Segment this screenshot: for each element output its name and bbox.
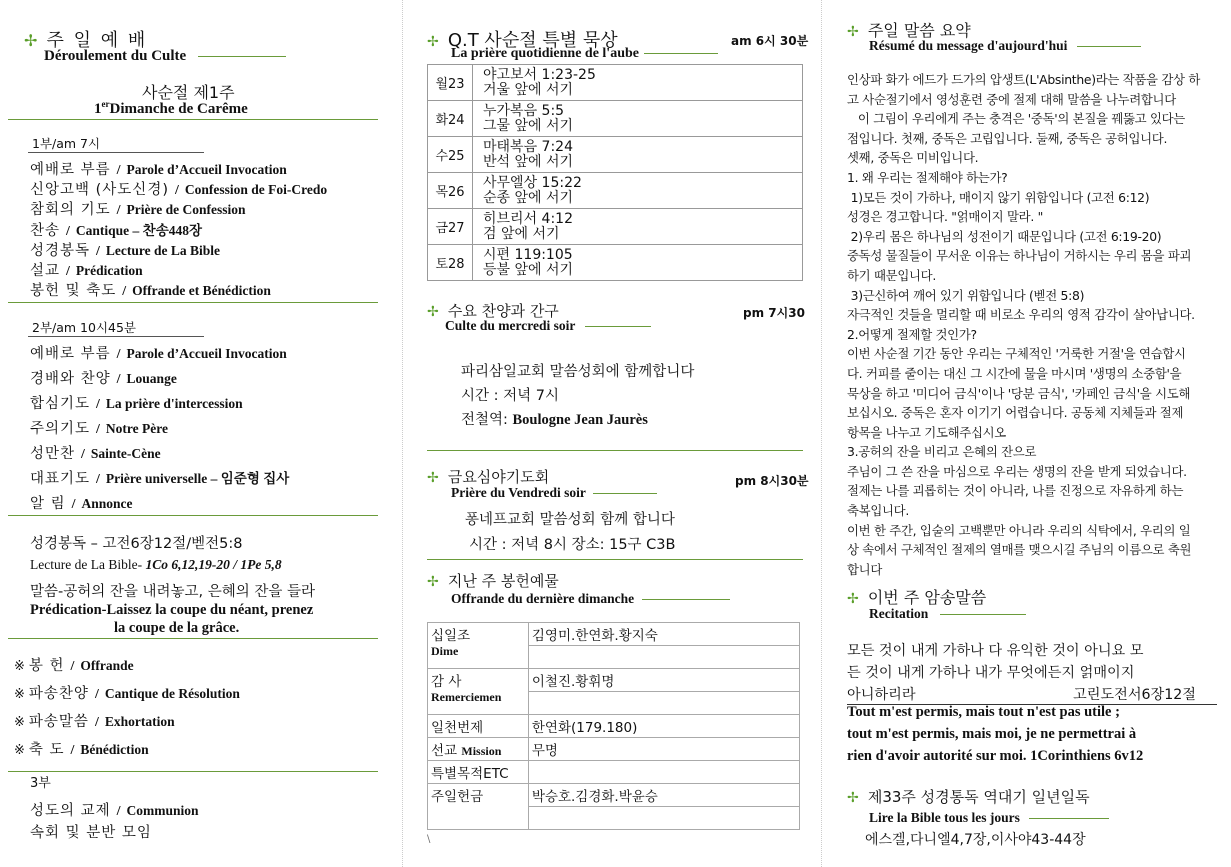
offering-names-text: 박승호.김경화.박윤승 (529, 784, 799, 807)
slash: / (96, 472, 100, 487)
cross-icon: ✢ (847, 591, 859, 607)
qt-theme: 순종 앞에 서기 (483, 189, 574, 206)
divider (8, 302, 378, 303)
friday-line1: 퐁네프교회 말씀성회 함께 합니다 (465, 512, 675, 528)
item-fr: La prière d'intercession (105, 396, 243, 411)
reading-line: 성경봉독 – 고전6장12절/벧전5:8 (30, 536, 243, 552)
summary-line: 이 그림이 우리에게 주는 충격은 '중독'의 본질을 꿰뚫고 있다는 (847, 111, 1185, 127)
item-ko: 성경봉독 (30, 242, 91, 259)
service-item (30, 259, 143, 280)
offering-names (528, 784, 799, 830)
wednesday-line1: 파리삼일교회 말씀성회에 함께합니다 (461, 364, 695, 380)
qt-title: Q.T 사순절 특별 묵상 (447, 30, 618, 51)
item-ko: 알 림 (30, 496, 66, 512)
offering-label-ko: 일천번제 (431, 720, 484, 736)
cross-icon: ✢ (847, 24, 859, 40)
offering-label-ko: 주일헌금 (431, 789, 484, 805)
offering-names (528, 761, 799, 784)
qt-table (427, 64, 803, 281)
offering-label-ko: 십일조 (431, 628, 471, 644)
offering-label (428, 623, 529, 669)
service-item (30, 279, 271, 300)
summary-line: 인상파 화가 에드가 드가의 압생트(L'Absinthe)라는 작품을 감상 하 (847, 72, 1201, 87)
summary-line: 축복입니다. (847, 503, 909, 519)
offering-names-empty (529, 692, 799, 714)
cross-icon: ✢ (847, 790, 859, 806)
item-ko: 예배로 부름 (30, 346, 111, 362)
slash: / (96, 397, 100, 412)
item-fr: Parole d’Accueil Invocation (126, 162, 287, 177)
reading-fr-line: Lecture de La Bible- 1Co 6,12,19-20 / 1Pe 5,8 (30, 557, 282, 572)
item-fr: Louange (126, 371, 177, 386)
summary-line: 상 속에서 구체적인 절제의 열매를 맺으시길 주님의 이름으로 축원 (847, 542, 1192, 558)
qt-reading (473, 137, 803, 173)
item-fr: Communion (126, 803, 199, 818)
item-fr: Prière de Confession (126, 202, 246, 218)
offering-row (428, 761, 800, 784)
qt-ref: 마태복음 7:24 (483, 138, 573, 155)
offering-row (428, 738, 800, 761)
offering-label (428, 669, 529, 715)
qt-row (428, 209, 803, 245)
summary-line: 1. 왜 우리는 절제해야 하는가? (847, 169, 1008, 185)
summary-line: 주님이 그 쓴 잔을 마심으로 우리는 생명의 잔을 받게 되었습니다. (847, 463, 1187, 479)
item-fr: Offrande (80, 658, 134, 673)
divider (8, 771, 378, 772)
recitation-ko-2: 든 것이 내게 가하나 내가 무엇에든지 얽매이지 (847, 665, 1135, 681)
offering-label-ko: 특별목적ETC (431, 766, 509, 782)
note-mark: ※ (14, 743, 25, 758)
qt-day: 수25 (428, 137, 473, 173)
offering-label-fr: Remerciemen (431, 690, 502, 704)
item-ko: 대표기도 (30, 471, 91, 487)
qt-subtitle: La prière quotidienne de l'aube (451, 46, 639, 61)
slash: / (116, 804, 121, 819)
offering-names-text: 이철진.황휘명 (529, 669, 799, 692)
qt-reading (473, 65, 803, 101)
slash: / (94, 687, 99, 702)
offering-label-fr: Mission (461, 744, 502, 758)
sermon-title-ko: 말씀-공허의 잔을 내려놓고, 은혜의 잔을 들라 (30, 584, 316, 600)
qt-ref: 야고보서 1:23-25 (483, 66, 596, 83)
summary-line: 보십시오. 중독은 혼자 이기기 어렵습니다. 공동체 지체들과 절제 (847, 405, 1184, 421)
recitation-fr-2: tout m'est permis, mais moi, je ne permettrai à (847, 726, 1137, 742)
item-ko: 신앙고백 (사도신경) (30, 182, 169, 199)
divider (8, 515, 378, 516)
offering-label (428, 784, 529, 830)
slash: / (70, 659, 75, 674)
summary-line: 2)우리 몸은 하나님의 성전이기 때문입니다 (고전 6:19-20) (847, 228, 1162, 244)
qt-time: am 6시 30분 (731, 34, 809, 48)
item-fr: Offrande et Bénédiction (132, 283, 271, 299)
item-fr: Prière universelle – 임준형 집사 (105, 471, 290, 486)
service-item (30, 392, 243, 413)
part2-heading: 2부/am 10시45분 (32, 320, 137, 335)
qt-theme: 그물 앞에 서기 (483, 117, 574, 134)
right-column (823, 0, 1231, 867)
divider (427, 450, 803, 451)
service-item (30, 178, 327, 199)
offering-names (528, 715, 799, 738)
offering-names-text: 무명 (531, 743, 558, 759)
sermon-summary (847, 70, 1200, 579)
service-item (14, 682, 240, 703)
recitation-ko-1: 모든 것이 내게 가하나 다 유익한 것이 아니요 모 (847, 643, 1144, 659)
service-item (14, 710, 175, 731)
summary-line: 성경은 경고합니다. "얽매이지 말라. " (847, 209, 1044, 225)
slash: / (122, 284, 127, 300)
summary-subtitle: Résumé du message d'aujourd'hui (869, 38, 1068, 53)
item-ko: 파송말씀 (28, 714, 89, 730)
divider (28, 152, 204, 153)
title-underline (585, 326, 651, 327)
summary-line: 고 사순절기에서 영성훈련 중에 절제 대해 말씀을 나누려합니다 (847, 91, 1176, 107)
qt-theme: 반석 앞에 서기 (483, 153, 574, 170)
service-item (30, 367, 177, 388)
slash: / (66, 264, 70, 279)
title-underline (940, 614, 1026, 615)
offering-label-ko: 선교 (431, 743, 462, 759)
sunday-title-fr: 1erDimanche de Carême (94, 99, 248, 117)
qt-day: 목26 (428, 173, 473, 209)
offering-row (428, 715, 800, 738)
item-fr: Annonce (81, 496, 133, 511)
note-mark: ※ (14, 715, 25, 730)
summary-title: 주일 말씀 요약 (867, 21, 971, 40)
offering-names-text: 김영미.한연화.황지숙 (529, 623, 799, 646)
item-fr: Cantique – 찬송448장 (75, 222, 203, 238)
cross-icon: ✢ (24, 31, 38, 50)
service-item (30, 799, 199, 820)
divider (427, 559, 803, 560)
slash: / (96, 422, 100, 437)
slash: / (116, 347, 121, 362)
offering-names-text (529, 761, 799, 783)
service-item (30, 467, 289, 488)
summary-line: 묵상을 하고 '미디어 금식'이나 '당분 금식', '카페인 금식'을 시도해 (847, 385, 1191, 401)
item-ko: 설교 (30, 263, 61, 279)
cross-icon: ✢ (427, 574, 439, 590)
service-item (14, 738, 149, 759)
item-fr: Prédication (75, 263, 143, 278)
service-item (30, 198, 246, 219)
service-item (30, 342, 287, 363)
offering-label (428, 761, 529, 784)
item-ko: 찬송 (30, 222, 61, 239)
service-item (30, 821, 152, 842)
service-item (30, 442, 161, 463)
summary-line: 다. 커피를 줄이는 대신 그 시간에 물을 마시며 '생명의 소중함'을 (847, 365, 1182, 381)
slash: / (96, 243, 100, 259)
wednesday-subtitle: Culte du mercredi soir (445, 318, 576, 333)
qt-row (428, 101, 803, 137)
summary-line: 3.공허의 잔을 비리고 은혜의 잔으로 (847, 444, 1037, 460)
service-item (30, 417, 168, 438)
summary-line: 중독성 물질들이 무서운 이유는 하나님이 거하시는 우리 몸을 파괴 (847, 248, 1192, 264)
friday-subtitle: Prière du Vendredi soir (451, 485, 586, 500)
qt-ref: 누가복음 5:5 (483, 102, 565, 119)
slash: / (116, 372, 121, 387)
service-item (30, 239, 220, 260)
qt-theme: 검 앞에 서기 (483, 225, 560, 242)
item-fr: Cantique de Résolution (104, 686, 240, 701)
title-underline (1077, 46, 1141, 47)
qt-theme: 거울 앞에 서기 (483, 81, 574, 98)
qt-ref: 시편 119:105 (483, 246, 573, 263)
qt-reading (473, 173, 803, 209)
cross-icon: ✢ (427, 304, 439, 320)
qt-day: 월23 (428, 65, 473, 101)
summary-line: 이번 사순절 기간 동안 우리는 구체적인 '거룩한 거절'을 연습합시 (847, 346, 1186, 362)
offering-row (428, 623, 800, 669)
item-fr: Parole d’Accueil Invocation (126, 346, 287, 361)
friday-line2: 시간 : 저녁 8시 장소: 15구 C3B (469, 537, 676, 553)
divider (28, 336, 204, 337)
qt-reading (473, 101, 803, 137)
item-fr: Exhortation (104, 714, 175, 729)
item-ko: 주의기도 (30, 421, 91, 437)
friday-title: 금요심야기도회 (447, 468, 550, 486)
wednesday-time: pm 7시30 (743, 306, 805, 320)
item-ko: 속회 및 분반 모임 (30, 825, 152, 841)
slash: / (94, 715, 99, 730)
title-underline (644, 53, 718, 54)
offering-names (528, 669, 799, 715)
slash: / (174, 183, 179, 199)
recitation-fr-3: rien d'avoir autorité sur moi. 1Corinthiens 6v12 (847, 748, 1144, 764)
qt-reading (473, 245, 803, 281)
middle-column (405, 0, 820, 867)
summary-line: 하기 때문입니다. (847, 267, 936, 283)
slash: / (116, 163, 121, 178)
qt-day: 화24 (428, 101, 473, 137)
reading-plan-subtitle: Lire la Bible tous les jours (869, 810, 1020, 825)
summary-line: 1)모든 것이 가하나, 매이지 않기 위함입니다 (고전 6:12) (847, 189, 1150, 205)
qt-ref: 사무엘상 15:22 (483, 174, 582, 191)
part1-heading: 1부/am 7시 (32, 136, 101, 151)
title-underline (593, 493, 657, 494)
wednesday-line3: 전철역: Boulogne Jean Jaurès (461, 412, 648, 428)
offering-title: 지난 주 봉헌예물 (447, 572, 559, 590)
wednesday-title: 수요 찬양과 간구 (447, 302, 559, 320)
offering-names-empty (529, 807, 799, 829)
item-ko: 예배로 부름 (30, 162, 111, 178)
qt-row (428, 245, 803, 281)
sermon-title-fr: Prédication-Laissez la coupe du néant, prenez (30, 602, 314, 618)
divider (8, 119, 378, 120)
offering-label (428, 715, 529, 738)
item-ko: 파송찬양 (28, 686, 89, 702)
summary-line: 항목을 나누고 기도해주십시오 (847, 424, 1006, 440)
offering-names-empty (529, 646, 799, 668)
item-fr: Confession de Foi-Credo (184, 182, 328, 198)
item-ko: 성도의 교제 (30, 803, 111, 819)
item-ko: 봉헌 및 축도 (30, 283, 117, 300)
summary-line: 셋째, 중독은 미비입니다. (847, 150, 979, 166)
item-ko: 참회의 기도 (30, 202, 111, 219)
qt-row (428, 65, 803, 101)
reading-plan-line: 에스겔,다니엘4,7장,이사야43-44장 (865, 832, 1086, 848)
part3-heading: 3부 (30, 776, 51, 791)
recitation-subtitle: Recitation (869, 606, 929, 621)
item-fr: Sainte-Cène (90, 446, 161, 461)
note-mark: ※ (14, 687, 25, 702)
slash: / (81, 447, 85, 462)
service-item (30, 158, 287, 179)
sermon-title-fr-2: la coupe de la grâce. (114, 620, 240, 636)
offering-names (528, 738, 799, 761)
slash: / (71, 497, 76, 512)
summary-line: 절제는 나를 괴롭히는 것이 아니라, 나를 진정으로 자유하게 하는 (847, 483, 1184, 499)
recitation-ref: 고린도전서6장12절 (1073, 687, 1197, 703)
qt-row (428, 173, 803, 209)
qt-row (428, 137, 803, 173)
offering-label-fr: Dime (431, 644, 459, 658)
qt-theme: 등불 앞에 서기 (483, 261, 574, 278)
divider (8, 638, 378, 639)
title-underline (642, 599, 730, 600)
offering-names-text: 한연화(179.180) (531, 720, 638, 736)
summary-line: 자극적인 것들을 멀리할 때 비로소 우리의 영적 감각이 살아납니다. (847, 307, 1195, 323)
item-ko: 경배와 찬양 (30, 371, 111, 387)
service-item (30, 219, 202, 240)
note-mark: ※ (14, 659, 25, 674)
recitation-title: 이번 주 암송말씀 (867, 588, 987, 607)
slash: / (70, 743, 75, 758)
qt-day: 금27 (428, 209, 473, 245)
wednesday-line2: 시간 : 저녁 7시 (461, 388, 559, 404)
summary-line: 2.어떻게 절제할 것인가? (847, 326, 977, 342)
offering-label (428, 738, 529, 761)
offering-row (428, 784, 800, 830)
recitation-ko-3: 아니하리라 (847, 687, 916, 703)
slash: / (66, 223, 70, 239)
recitation-fr-1: Tout m'est permis, mais tout n'est pas utile ; (847, 704, 1120, 720)
item-fr: Notre Père (105, 421, 169, 436)
offering-subtitle: Offrande du dernière dimanche (451, 591, 635, 606)
item-ko: 봉 헌 (28, 658, 65, 674)
item-ko: 성만찬 (30, 446, 76, 462)
summary-line: 이번 한 주간, 입술의 고백뿐만 아니라 우리의 식탁에서, 우리의 일 (847, 522, 1191, 538)
qt-reading (473, 209, 803, 245)
qt-day: 토28 (428, 245, 473, 281)
cross-icon: ✢ (427, 34, 439, 50)
order-title-fr: Déroulement du Culte (44, 48, 187, 64)
item-fr: Lecture de La Bible (105, 242, 221, 258)
order-title-ko: 주 일 예 배 (46, 30, 148, 51)
title-underline (198, 56, 286, 57)
sunday-title-ko: 사순절 제1주 (142, 83, 235, 102)
offering-names (528, 623, 799, 669)
cross-icon: ✢ (427, 470, 439, 486)
slash: / (116, 203, 121, 219)
offering-table (427, 622, 800, 830)
offering-row (428, 669, 800, 715)
friday-time: pm 8시30분 (735, 474, 809, 488)
summary-line: 합니다 (847, 561, 883, 577)
title-underline (1029, 818, 1109, 819)
service-item (14, 654, 134, 675)
service-item (30, 492, 133, 513)
order-of-service-column (0, 0, 392, 867)
item-fr: Bénédiction (80, 742, 149, 757)
stray-mark: \ (427, 834, 431, 845)
qt-ref: 히브리서 4:12 (483, 210, 573, 227)
offering-label-ko: 감 사 (431, 674, 462, 690)
summary-line: 3)근신하여 깨어 있기 위함입니다 (벧전 5:8) (847, 287, 1085, 303)
summary-line: 점입니다. 첫째, 중독은 고립입니다. 둘째, 중독은 공허입니다. (847, 130, 1168, 146)
reading-plan-title: 제33주 성경통독 역대기 일년일독 (867, 788, 1090, 806)
item-ko: 축 도 (28, 742, 65, 758)
item-ko: 합심기도 (30, 396, 91, 412)
